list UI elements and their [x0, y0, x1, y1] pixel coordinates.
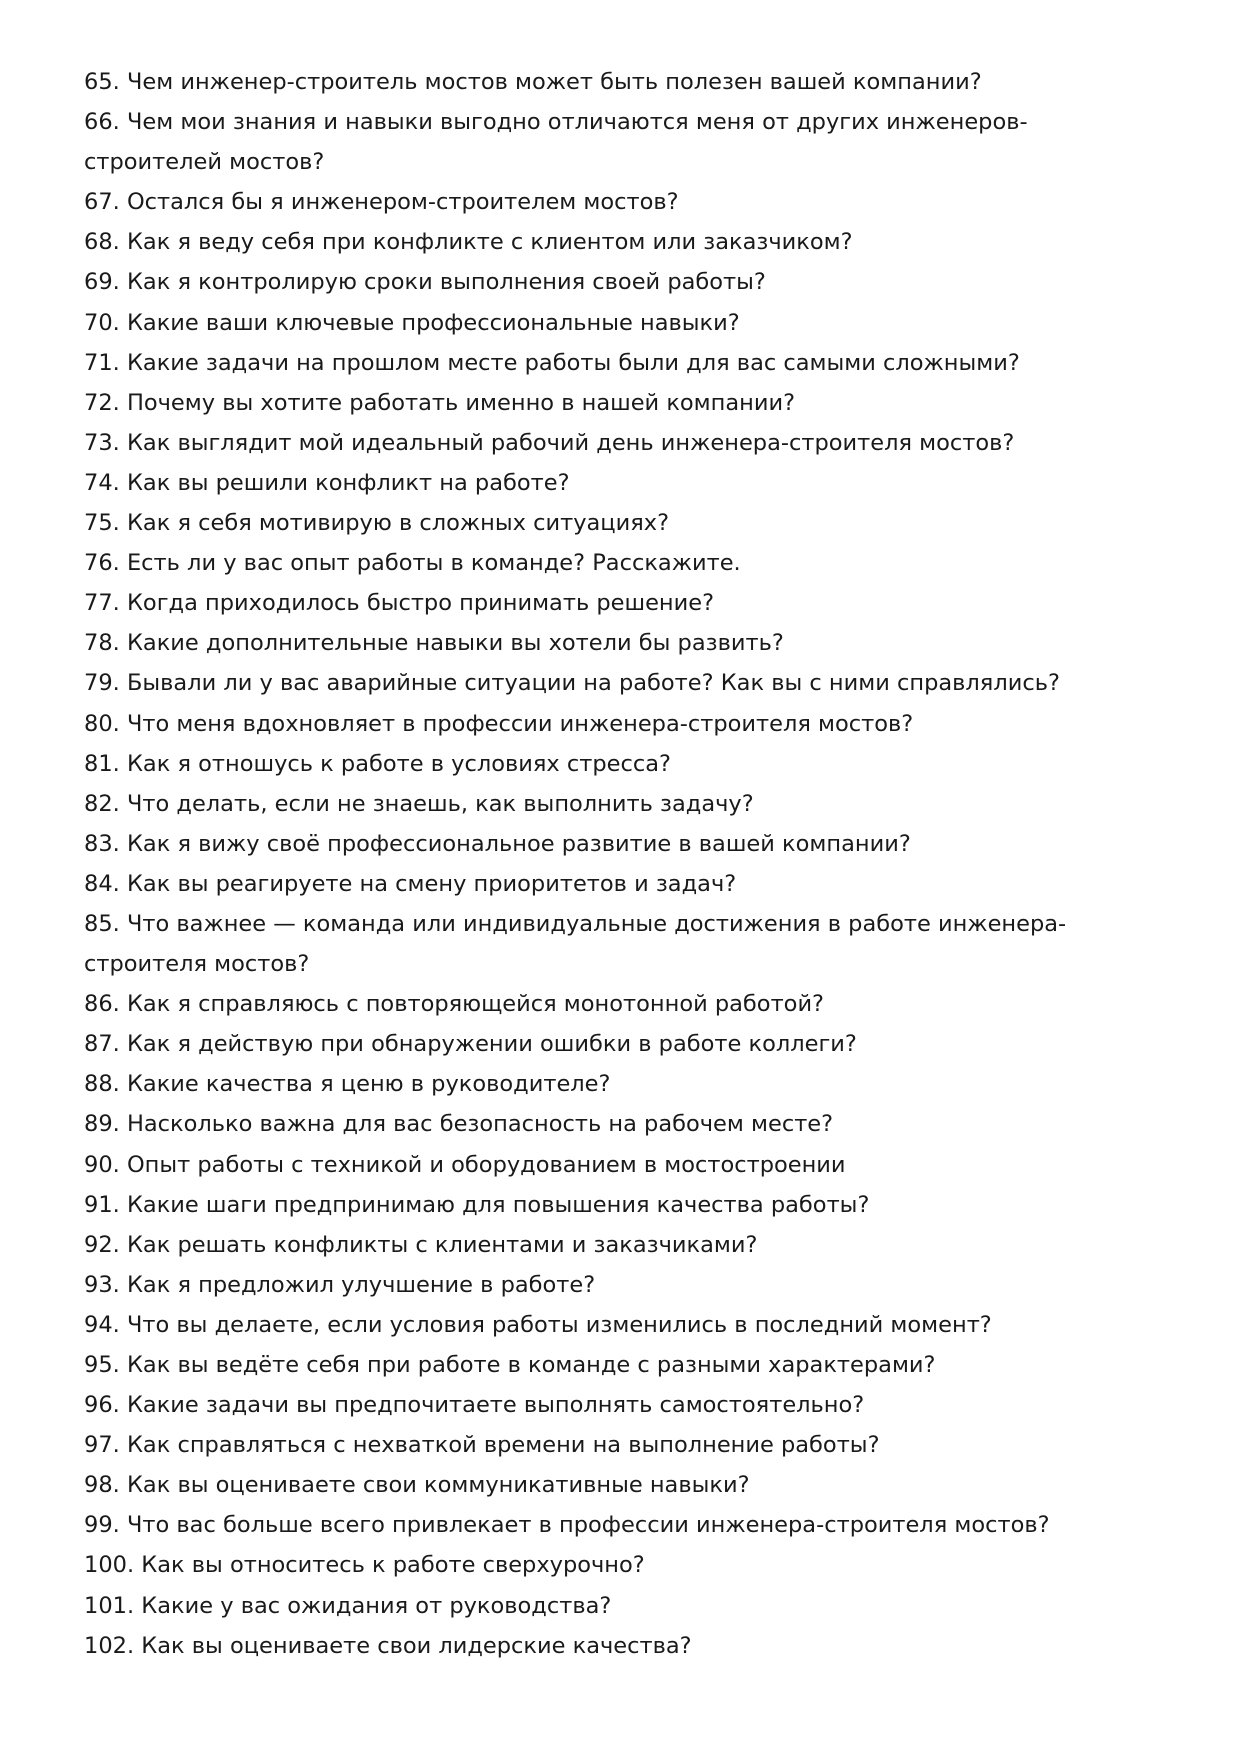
question-item	[84, 222, 1164, 262]
question-item	[84, 583, 1164, 623]
question-number: 69.	[84, 269, 120, 296]
question-item	[84, 1225, 1164, 1265]
question-text: Как выглядит мой идеальный рабочий день инженера-строителя мостов?	[126, 429, 1015, 456]
question-number: 68.	[84, 229, 120, 256]
question-text: Как я вижу своё профессиональное развитие в вашей компании?	[126, 830, 911, 857]
question-item	[84, 744, 1164, 784]
question-text: Что вы делаете, если условия работы изменились в последний момент?	[126, 1311, 992, 1338]
question-number: 74.	[84, 469, 120, 496]
question-number: 78.	[84, 630, 120, 657]
question-text: Чем инженер-строитель мостов может быть полезен вашей компании?	[126, 69, 982, 95]
question-text: Есть ли у вас опыт работы в команде? Расскажите.	[126, 550, 741, 577]
question-number: 97.	[84, 1432, 120, 1459]
question-item	[84, 182, 1164, 222]
question-item	[84, 663, 1164, 703]
question-text: Что меня вдохновляет в профессии инженера-строителя мостов?	[126, 710, 914, 737]
question-item	[84, 1024, 1164, 1064]
question-item	[84, 543, 1164, 583]
question-item	[84, 1505, 1164, 1545]
question-item	[84, 1265, 1164, 1305]
question-item	[84, 904, 1164, 984]
question-item	[84, 1064, 1164, 1104]
question-number: 98.	[84, 1472, 120, 1499]
question-text: Опыт работы с техникой и оборудованием в мостостроении	[126, 1151, 846, 1178]
question-item	[84, 1385, 1164, 1425]
question-number: 92.	[84, 1231, 120, 1258]
question-number: 101.	[84, 1592, 135, 1619]
question-number: 73.	[84, 429, 120, 456]
question-number: 66.	[84, 109, 120, 136]
question-number: 86.	[84, 991, 120, 1018]
question-item	[84, 864, 1164, 904]
question-item	[84, 984, 1164, 1024]
question-text: Какие задачи вы предпочитаете выполнять самостоятельно?	[126, 1392, 865, 1419]
question-text: Остался бы я инженером-строителем мостов?	[126, 189, 679, 216]
question-item	[84, 1626, 1164, 1666]
question-item	[84, 303, 1164, 343]
question-text: Почему вы хотите работать именно в нашей компании?	[126, 389, 796, 416]
question-text: Как вы оцениваете свои лидерские качества?	[141, 1632, 692, 1659]
question-item	[84, 102, 1164, 182]
question-item	[84, 1425, 1164, 1465]
question-number: 83.	[84, 830, 120, 857]
question-number: 87.	[84, 1031, 120, 1058]
question-item	[84, 1465, 1164, 1505]
question-number: 76.	[84, 550, 120, 577]
question-text: Как я контролирую сроки выполнения своей работы?	[126, 269, 766, 296]
question-item	[84, 824, 1164, 864]
question-number: 89.	[84, 1111, 120, 1138]
question-number: 85.	[84, 910, 120, 937]
question-text: Какие дополнительные навыки вы хотели бы развить?	[126, 630, 784, 657]
question-number: 81.	[84, 750, 120, 777]
question-text: Как вы реагируете на смену приоритетов и задач?	[126, 870, 737, 897]
question-text: Как вы относитесь к работе сверхурочно?	[141, 1552, 645, 1579]
question-item	[84, 423, 1164, 463]
question-item	[84, 463, 1164, 503]
question-number: 80.	[84, 710, 120, 737]
question-number: 70.	[84, 309, 120, 336]
question-text: Как я веду себя при конфликте с клиентом или заказчиком?	[126, 229, 853, 256]
question-item	[84, 1586, 1164, 1626]
question-number: 95.	[84, 1352, 120, 1378]
question-text: Какие ваши ключевые профессиональные навыки?	[126, 309, 740, 336]
question-number: 102.	[84, 1632, 135, 1659]
question-number: 88.	[84, 1071, 120, 1098]
question-number: 99.	[84, 1512, 120, 1539]
question-number: 93.	[84, 1271, 120, 1298]
question-text: Насколько важна для вас безопасность на рабочем месте?	[126, 1111, 834, 1138]
question-number: 75.	[84, 510, 120, 537]
question-number: 72.	[84, 389, 120, 416]
question-text: Когда приходилось быстро принимать решение?	[126, 590, 715, 617]
question-list	[84, 62, 1164, 1666]
question-item	[84, 784, 1164, 824]
question-text: Бывали ли у вас аварийные ситуации на работе? Как вы с ними справлялись?	[126, 670, 1060, 697]
question-item	[84, 1545, 1164, 1585]
question-item	[84, 1305, 1164, 1345]
question-text: Какие у вас ожидания от руководства?	[141, 1592, 612, 1619]
question-item	[84, 704, 1164, 744]
question-item	[84, 1345, 1164, 1385]
question-text: Какие задачи на прошлом месте работы были для вас самыми сложными?	[126, 349, 1020, 376]
question-text: Что важнее — команда или индивидуальные достижения в работе инженера-строителя мостов?	[84, 910, 1067, 978]
question-text: Как вы решили конфликт на работе?	[126, 469, 570, 496]
question-number: 84.	[84, 870, 120, 897]
question-number: 65.	[84, 69, 120, 95]
question-item	[84, 383, 1164, 423]
question-text: Как я отношусь к работе в условиях стресса?	[126, 750, 671, 777]
question-text: Как я предложил улучшение в работе?	[126, 1271, 596, 1298]
question-text: Как я справляюсь с повторяющейся монотонной работой?	[126, 991, 825, 1018]
question-number: 90.	[84, 1151, 120, 1178]
question-number: 100.	[84, 1552, 135, 1579]
question-item	[84, 623, 1164, 663]
question-text: Как решать конфликты с клиентами и заказчиками?	[126, 1231, 758, 1258]
question-text: Какие шаги предпринимаю для повышения качества работы?	[126, 1191, 870, 1218]
question-item	[84, 1185, 1164, 1225]
question-number: 79.	[84, 670, 120, 697]
question-text: Как я себя мотивирую в сложных ситуациях?	[126, 510, 670, 537]
question-number: 67.	[84, 189, 120, 216]
question-item	[84, 503, 1164, 543]
question-number: 71.	[84, 349, 120, 376]
question-item	[84, 62, 1164, 102]
question-text: Чем мои знания и навыки выгодно отличаются меня от других инженеров-строителей мостов?	[84, 109, 1028, 176]
question-item	[84, 1104, 1164, 1144]
question-text: Что делать, если не знаешь, как выполнить задачу?	[126, 790, 754, 817]
question-item	[84, 262, 1164, 302]
question-text: Как справляться с нехваткой времени на выполнение работы?	[126, 1432, 880, 1459]
question-text: Какие качества я ценю в руководителе?	[126, 1071, 611, 1098]
question-text: Что вас больше всего привлекает в профессии инженера-строителя мостов?	[126, 1512, 1050, 1539]
question-number: 96.	[84, 1392, 120, 1419]
question-number: 94.	[84, 1311, 120, 1338]
question-text: Как я действую при обнаружении ошибки в работе коллеги?	[126, 1031, 857, 1058]
question-item	[84, 1145, 1164, 1185]
question-text: Как вы оцениваете свои коммуникативные навыки?	[126, 1472, 750, 1499]
question-text: Как вы ведёте себя при работе в команде с разными характерами?	[126, 1352, 936, 1378]
question-number: 91.	[84, 1191, 120, 1218]
question-number: 82.	[84, 790, 120, 817]
question-number: 77.	[84, 590, 120, 617]
question-item	[84, 343, 1164, 383]
